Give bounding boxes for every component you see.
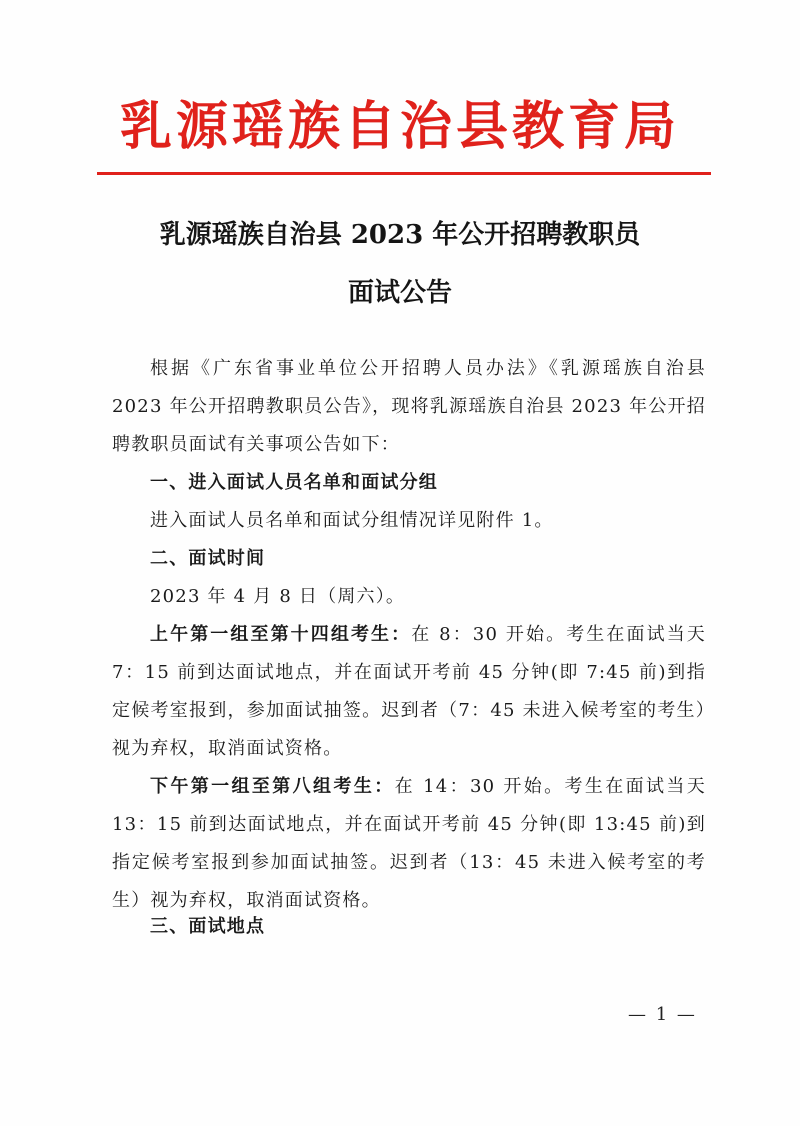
letterhead-title: 乳源瑶族自治县教育局 <box>119 96 680 157</box>
morning-session-paragraph <box>112 616 706 768</box>
document-title-line1: 乳源瑶族自治县 2023 年公开招聘教职员 <box>159 220 641 250</box>
interview-date: 2023 年 4 月 8 日（周六）。 <box>150 586 406 607</box>
section1-heading: 一、进入面试人员名单和面试分组 <box>150 472 438 493</box>
afternoon-session-lead: 下午第一组至第八组考生： <box>150 776 395 797</box>
afternoon-session-body: 在 14：30 开始。考生在面试当天 13：15 前到达面试地点，并在面试开考前 45 分钟(即 13:45 前)到指定候考室报到参加面试抽签。迟到者（13：45 未进入候考室的考生）视为弃权，取消面试资格。 <box>112 776 706 911</box>
section1-body: 进入面试人员名单和面试分组情况详见附件 1。 <box>150 510 554 531</box>
section2-heading: 二、面试时间 <box>150 548 266 569</box>
morning-session-lead: 上午第一组至第十四组考生： <box>150 624 412 645</box>
section3-heading: 三、面试地点 <box>150 916 266 937</box>
afternoon-session-paragraph <box>112 768 706 920</box>
document-title-line2: 面试公告 <box>347 278 452 308</box>
morning-session-body: 在 8：30 开始。考生在面试当天 7：15 前到达面试地点，并在面试开考前 45 分钟(即 7:45 前)到指定候考室报到，参加面试抽签。迟到者（7：45 未进入候考室的考生）视为弃权，取消面试资格。 <box>112 624 706 759</box>
intro-paragraph: 根据《广东省事业单位公开招聘人员办法》《乳源瑶族自治县 2023 年公开招聘教职员公告》，现将乳源瑶族自治县 2023 年公开招聘教职员面试有关事项公告如下： <box>112 358 706 455</box>
page-number: — 1 — <box>628 1004 697 1025</box>
letterhead-red-rule <box>97 172 711 175</box>
